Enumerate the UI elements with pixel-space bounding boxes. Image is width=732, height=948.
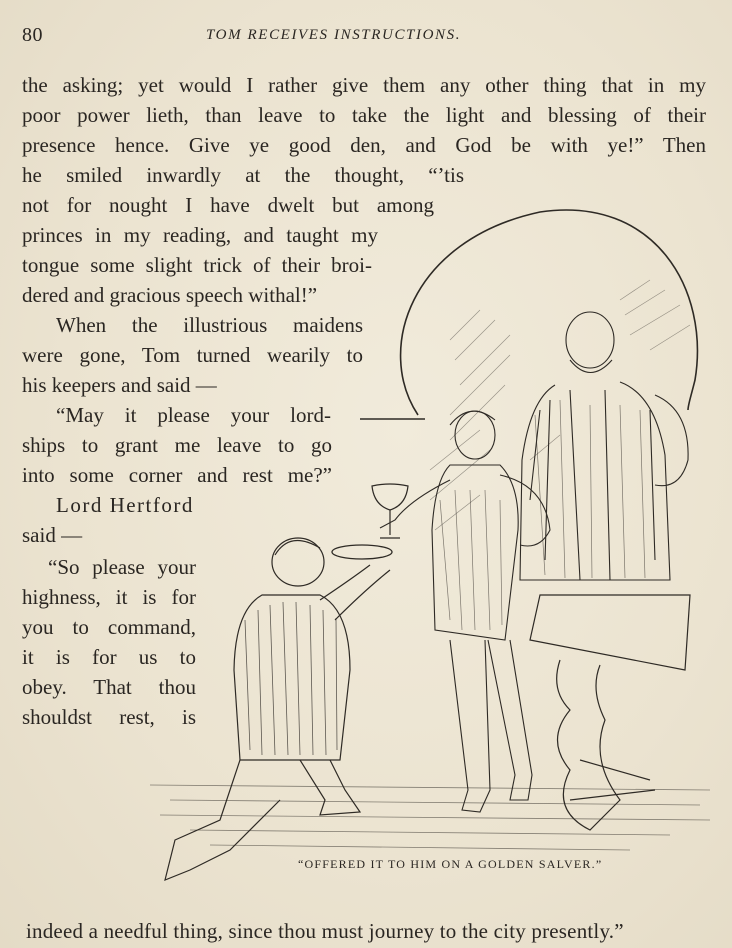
text-line: indeed a needful thing, since thou must journey to the city presently.” [26,919,624,943]
paragraph-start-line: Lord Hertford [56,493,194,517]
text-line: princes in my reading, and taught my [22,223,378,247]
paragraph-start-line: “May it please your lord- [56,403,331,427]
illustration-caption: “OFFERED IT TO HIM ON A GOLDEN SALVER.” [298,857,603,871]
text-line: into some corner and rest me?” [22,463,332,487]
text-line: highness, it is for [22,585,196,609]
text-line: poor power lieth, than leave to take the light and blessing of their [22,103,706,127]
paragraph-start-line: When the illustrious maidens [56,313,363,337]
text-line: presence hence. Give ye good den, and God be with ye!” Then [22,133,706,157]
text-line: shouldst rest, is [22,705,196,729]
text-line: were gone, Tom turned wearily to [22,343,363,367]
text-line: said — [22,523,83,547]
text-line: the asking; yet would I rather give them any other thing that in my [22,73,706,97]
text-line: tongue some slight trick of their broi- [22,253,372,277]
paragraph-start-line: “So please your [48,555,196,579]
text-line: dered and gracious speech withal!” [22,283,318,307]
page-number: 80 [22,24,43,46]
text-line: obey. That thou [22,675,196,699]
text-line: not for nought I have dwelt but among [22,193,434,217]
text-line: you to command, [22,615,196,639]
text-line: he smiled inwardly at the thought, “’tis [22,163,464,187]
running-head: TOM RECEIVES INSTRUCTIONS. [206,27,462,43]
text-line: ships to grant me leave to go [22,433,332,457]
engraving-illustration [150,200,720,890]
text-line: it is for us to [22,645,196,669]
text-line: his keepers and said — [22,373,217,397]
